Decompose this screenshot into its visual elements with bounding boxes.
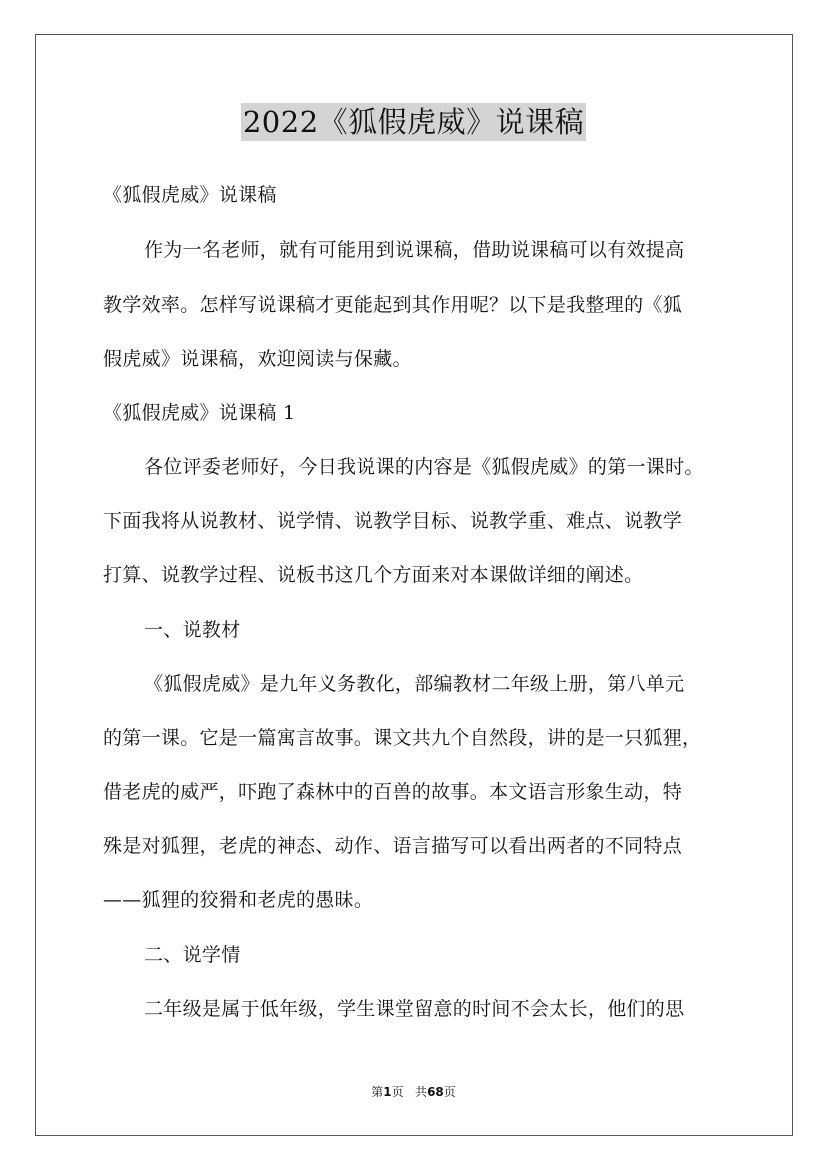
section-heading: 二、说学情	[144, 944, 241, 966]
footer-page-number: 1	[383, 1085, 392, 1099]
text-line: 的第一课。它是一篇寓言故事。课文共九个自然段，讲的是一只狐狸，	[103, 727, 702, 749]
text-line: 二年级是属于低年级，学生课堂留意的时间不会太长，他们的思	[144, 998, 685, 1020]
footer-page-suffix: 页	[391, 1085, 404, 1099]
section-heading: 一、说教材	[144, 619, 241, 641]
footer-total-number: 68	[427, 1085, 444, 1099]
text-line: 殊是对狐狸，老虎的神态、动作、语言描写可以看出两者的不同特点	[103, 835, 683, 857]
text-line: 假虎威》说课稿，欢迎阅读与保藏。	[103, 348, 412, 370]
text-line: 《狐假虎威》是九年义务教化，部编教材二年级上册，第八单元	[144, 673, 685, 695]
section-heading: 《狐假虎威》说课稿 1	[103, 402, 296, 424]
footer-total-suffix: 页	[443, 1085, 456, 1099]
footer-total-prefix: 共	[415, 1085, 428, 1099]
title-text: 2022《狐假虎威》说课稿	[242, 105, 585, 139]
subtitle-line: 《狐假虎威》说课稿	[103, 184, 277, 206]
footer-page-prefix: 第	[371, 1085, 384, 1099]
text-line: ——狐狸的狡猾和老虎的愚昧。	[103, 889, 374, 911]
text-line: 借老虎的威严，吓跑了森林中的百兽的故事。本文语言形象生动，特	[103, 781, 683, 803]
text-line: 下面我将从说教材、说学情、说教学目标、说教学重、难点、说教学	[103, 510, 683, 532]
text-line: 各位评委老师好，今日我说课的内容是《狐假虎威》的第一课时。	[144, 456, 704, 478]
page-footer	[0, 1083, 827, 1100]
document-title	[0, 100, 827, 141]
text-line: 打算、说教学过程、说板书这几个方面来对本课做详细的阐述。	[103, 564, 644, 586]
text-line: 作为一名老师，就有可能用到说课稿，借助说课稿可以有效提高	[144, 239, 685, 261]
text-line: 教学效率。怎样写说课稿才更能起到其作用呢？以下是我整理的《狐	[103, 294, 683, 316]
